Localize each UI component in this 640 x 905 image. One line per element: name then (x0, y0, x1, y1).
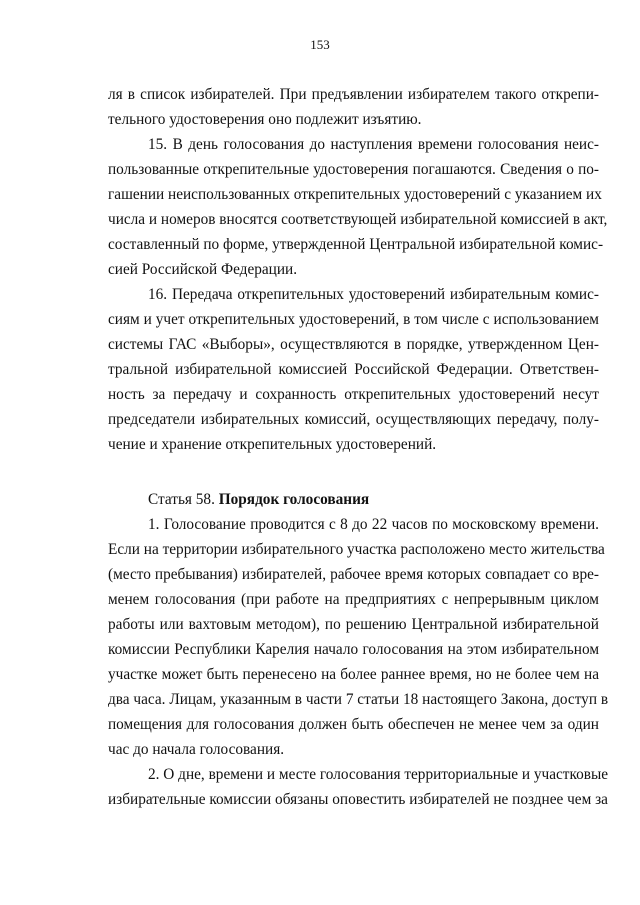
text-line: системы ГАС «Выборы», осуществляются в порядке, утвержденном Цен- (108, 336, 599, 353)
article-heading (108, 487, 599, 512)
text-line: сиям и учет открепительных удостоверений, в том числе с использованием (108, 311, 599, 328)
text-line: работы или вахтовым методом), по решению Центральной избирательной (108, 616, 599, 633)
text-line: (место пребывания) избирателей, рабочее время которых совпадает со вре- (108, 566, 599, 583)
text-line: председатели избирательных комиссий, осуществляющих передачу, полу- (108, 411, 599, 428)
text-line: менем голосования (при работе на предприятиях с непрерывным циклом (108, 591, 599, 608)
text-line: час до начала голосования. (108, 741, 285, 758)
text-line: 2. О дне, времени и месте голосования территориальные и участковые (148, 766, 609, 783)
text-line: тельного удостоверения оно подлежит изъятию. (108, 111, 422, 128)
article-section (108, 487, 609, 812)
text-line: составленный по форме, утвержденной Центральной избирательной комис- (108, 236, 604, 253)
text-line: гашении неиспользованных открепительных удостоверений с указанием их (108, 186, 602, 203)
text-line: тральной избирательной комиссией Российской Федерации. Ответствен- (108, 361, 599, 378)
page-number: 153 (310, 37, 330, 52)
text-line: 1. Голосование проводится с 8 до 22 часов по московскому времени. (148, 516, 599, 533)
text-line: участке может быть перенесено на более раннее время, но не более чем на (108, 666, 599, 683)
text-line: помещения для голосования должен быть обеспечен не менее чем за один (108, 716, 599, 733)
text-line: ля в список избирателей. При предъявлении избирателем такого открепи- (108, 86, 599, 103)
text-line: 16. Передача открепительных удостоверений избирательным комис- (148, 286, 599, 303)
text-line: 15. В день голосования до наступления времени голосования неис- (148, 136, 599, 153)
text-line: сией Российской Федерации. (108, 261, 298, 278)
text-line: ность за передачу и сохранность открепительных удостоверений несут (108, 386, 599, 403)
article-prefix: Статья 58. (148, 491, 219, 508)
text-line: избирательные комиссии обязаны оповестить избирателей не позднее чем за (108, 791, 608, 808)
document-body (108, 82, 608, 457)
text-line: два часа. Лицам, указанным в части 7 статьи 18 настоящего Закона, доступ в (108, 691, 609, 708)
text-line: числа и номеров вносятся соответствующей избирательной комиссией в акт, (108, 211, 608, 228)
text-line: Если на территории избирательного участка расположено место жительства (108, 541, 605, 558)
article-title: Порядок голосования (218, 491, 370, 508)
text-line: пользованные открепительные удостоверения погашаются. Сведения о по- (108, 161, 599, 178)
text-line: комиссии Республики Карелия начало голосования на этом избирательном (108, 641, 599, 658)
text-line: чение и хранение открепительных удостоверений. (108, 436, 437, 453)
